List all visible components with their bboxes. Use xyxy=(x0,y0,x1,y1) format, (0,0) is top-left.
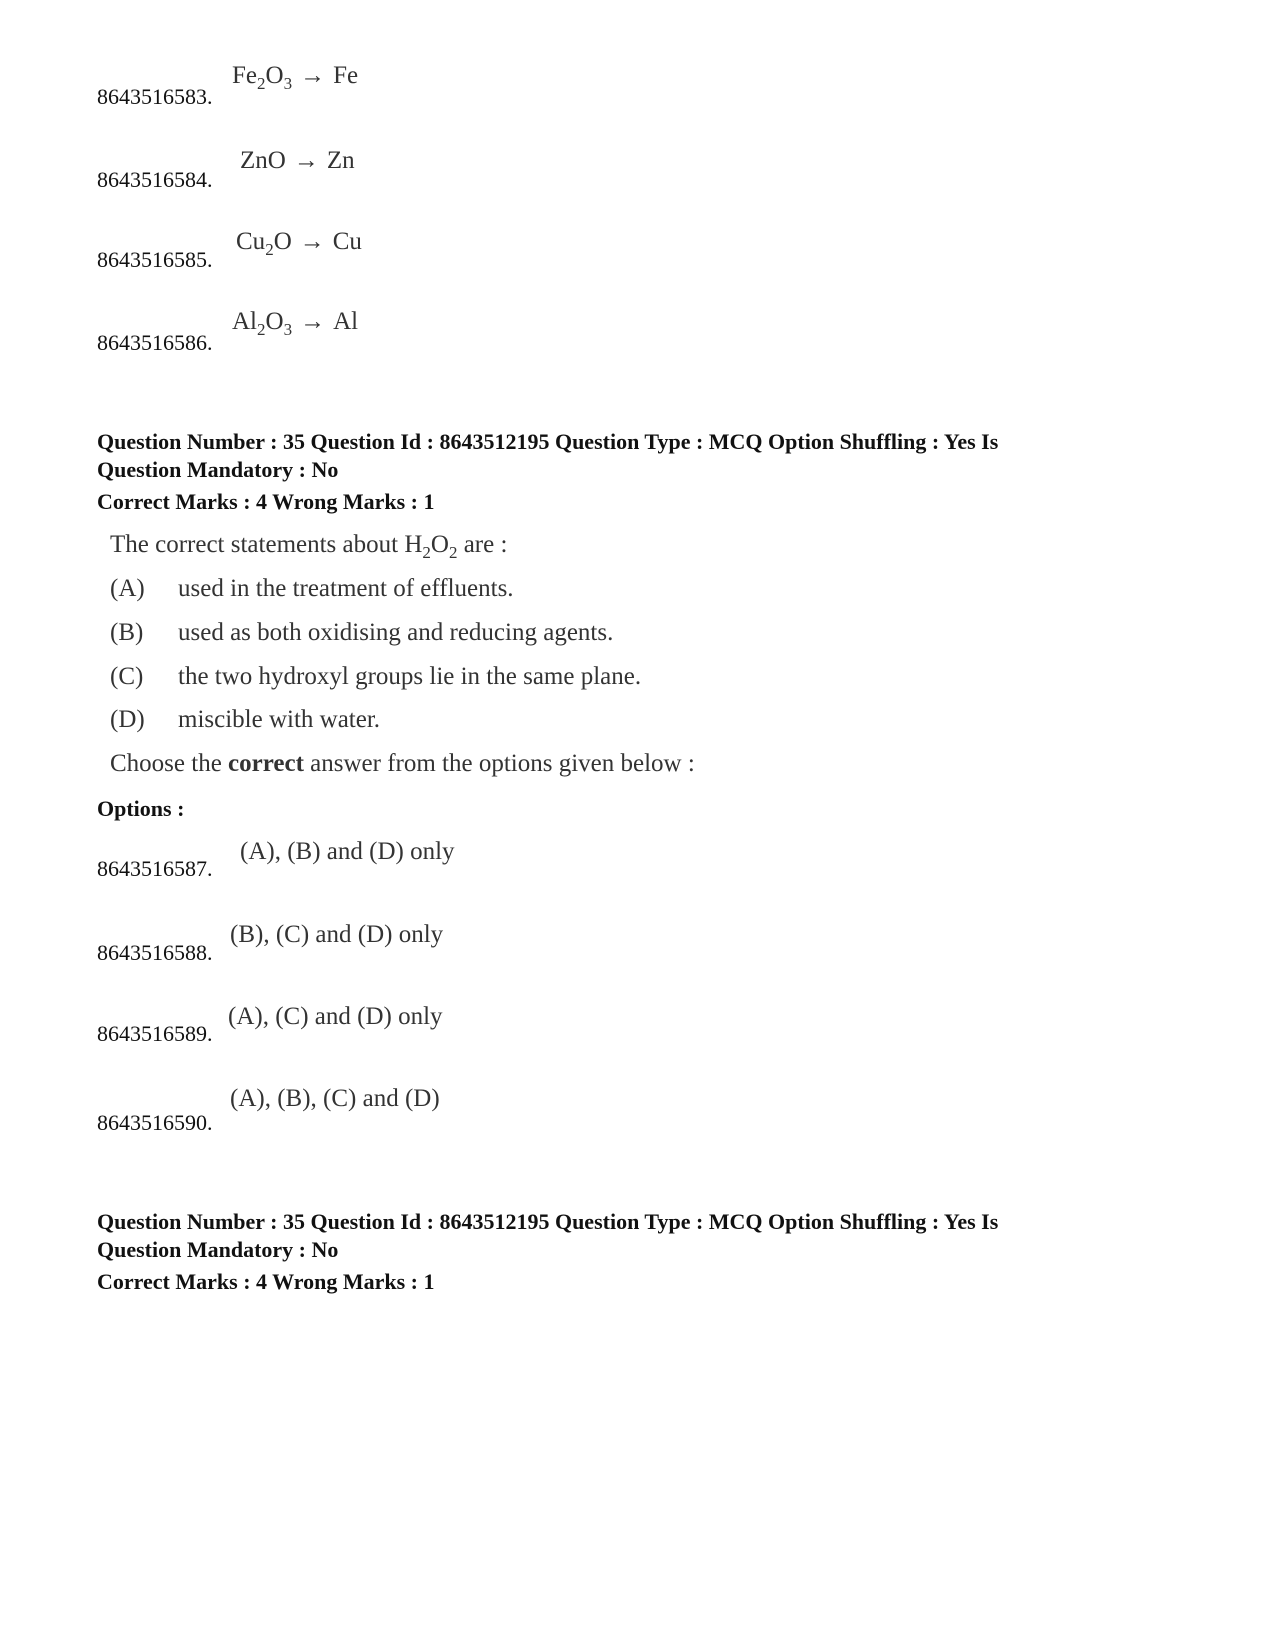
question-header-line2: Question Mandatory : No xyxy=(97,457,339,482)
question-header-line2: Question Mandatory : No xyxy=(97,1237,339,1262)
statement-a: (A) used in the treatment of effluents. xyxy=(110,575,514,602)
option-id: 8643516583. xyxy=(97,84,213,109)
option-formula: $Fe_2O_3 \to Fe$ xyxy=(232,62,359,93)
next-question-header xyxy=(97,1208,998,1296)
option-id: 8643516586. xyxy=(97,330,213,355)
option-formula: $Al_2O_3 \to Al$ xyxy=(232,308,359,339)
answer-option-id: 8643516587. xyxy=(97,856,213,881)
answer-option-text: (B), (C) and (D) only xyxy=(230,921,444,948)
statement-b: (B) used as both oxidising and reducing agents. xyxy=(110,619,614,646)
options-label: Options : xyxy=(97,796,185,821)
question-stem: The correct statements about $H_2O_2$ are : xyxy=(110,531,508,562)
answer-option-id: 8643516590. xyxy=(97,1110,213,1135)
question-header-line1: Question Number : 35 Question Id : 8643512195 Question Type : MCQ Option Shuffling : Yes Is xyxy=(97,429,999,454)
marks-line: Correct Marks : 4 Wrong Marks : 1 xyxy=(97,1269,435,1294)
question-header-line1: Question Number : 35 Question Id : 8643512195 Question Type : MCQ Option Shuffling : Yes Is xyxy=(97,1209,999,1234)
answer-option-id: 8643516589. xyxy=(97,1021,213,1046)
statement-d: (D) miscible with water. xyxy=(110,706,381,733)
marks-line: Correct Marks : 4 Wrong Marks : 1 xyxy=(97,489,435,514)
question-header xyxy=(97,428,998,516)
option-id: 8643516585. xyxy=(97,247,213,272)
option-formula: ZnO → Zn xyxy=(240,147,355,174)
option-formula: $Cu_2O \to Cu$ xyxy=(236,228,362,259)
option-id: 8643516584. xyxy=(97,167,213,192)
answer-option-text: (A), (C) and (D) only xyxy=(228,1003,443,1030)
statement-c: (C) the two hydroxyl groups lie in the same plane. xyxy=(110,663,642,690)
answer-option-text: (A), (B), (C) and (D) xyxy=(230,1085,440,1112)
answer-option-text: (A), (B) and (D) only xyxy=(240,838,455,865)
choose-instruction: Choose the correct answer from the options given below : xyxy=(110,750,695,777)
answer-option-id: 8643516588. xyxy=(97,940,213,965)
